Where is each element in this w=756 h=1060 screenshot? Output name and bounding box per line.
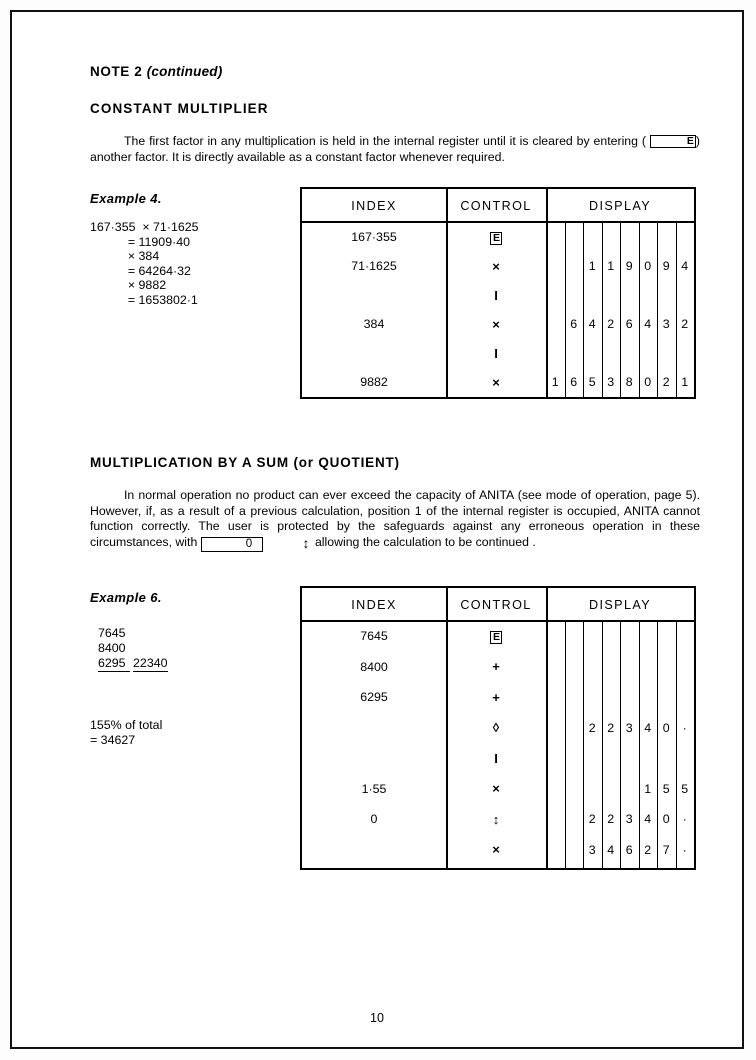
e-key-symbol-inline: E [650,135,696,148]
table-cell-index: 71·1625 [351,259,397,273]
display-digit: 6 [570,375,578,389]
display-digit: 2 [588,720,596,735]
display-digit-divider [583,622,584,870]
display-digit: 6 [570,317,578,331]
example-6-percent [90,718,162,748]
display-digit: 8 [625,375,633,389]
example-4-label: Example 4. [90,191,162,206]
section1-paragraph-part1: The first factor in any multiplication is held in the internal register until it is cleared by entering ( [124,134,646,148]
display-digit: 9 [625,259,633,273]
header-index: INDEX [351,199,397,213]
calc-line: = 64264·32 [90,263,191,278]
note-continued-label: (continued) [146,64,223,79]
percent-line-2: = 34627 [90,732,136,747]
display-digit: 2 [662,375,670,389]
display-digit: 6 [625,317,633,331]
sum-total: 22340 [133,655,168,670]
example-4-block [90,191,700,421]
display-digit: 2 [607,317,615,331]
display-digit-divider [639,223,640,399]
calc-line: × 384 [90,249,160,263]
display-digit: 2 [644,842,652,857]
header-control: CONTROL [460,597,532,612]
display-digit: 1 [681,375,689,389]
table-cell-control: I [494,345,498,361]
display-digit-divider [565,223,566,399]
display-digit: 1 [588,259,596,273]
display-digit: 7 [662,842,670,857]
e-key-symbol: E [490,232,502,245]
example-6-table [300,586,696,870]
display-digit: 3 [625,812,633,827]
sum-line: 6295 [98,656,130,672]
table-cell-control: I [494,750,498,766]
zero-key-symbol: 0 [201,537,263,552]
display-digit: · [682,812,687,827]
table-cell-index: 8400 [360,659,388,674]
display-digit: 4 [588,317,596,331]
display-digit: · [682,720,687,735]
calc-line: 167·355 × 71·1625 [90,220,199,234]
page-border [10,10,744,1049]
display-digit: 1 [607,259,615,273]
display-digit: 2 [588,812,596,827]
table-cell-control: × [492,842,500,858]
display-digit: 3 [662,317,670,331]
table-cell-index: 1·55 [361,781,387,796]
display-digit: 6 [625,842,633,857]
display-digit-divider [620,622,621,870]
display-digit: 0 [662,720,670,735]
display-digit: 3 [588,842,596,857]
section2-paragraph-part1: In normal operation no product can ever exceed the capacity of ANITA (see mode of operation, page 5). However, if, as a result of a previous calculation, position 1 of the internal register is occupied, ANITA cannot function correctly. The user is protected by the safeguards against any erroneous operation in these circumstances, with [90,488,700,549]
display-digit: 4 [644,720,652,735]
display-digit-divider [583,223,584,399]
table-cell-control: ◊ [492,720,500,736]
display-digit-divider [657,223,658,399]
display-digit: 5 [588,375,596,389]
table-cell-index: 0 [370,812,378,827]
display-digit: 5 [681,781,689,796]
section-heading-constant-multiplier: CONSTANT MULTIPLIER [90,101,269,116]
note-title: NOTE 2 [90,64,143,79]
table-cell-control: × [492,316,500,332]
display-digit: 0 [662,812,670,827]
display-digit: 9 [662,259,670,273]
table-cell-index: 7645 [360,629,388,644]
display-digit: 0 [644,375,652,389]
section1-paragraph-part2: ) another factor. It is directly available as a constant factor whenever required. [90,134,700,164]
table-cell-index: 6295 [360,690,388,705]
table-cell-control: I [494,287,498,303]
display-digit: 3 [625,720,633,735]
section-heading-multiplication-by-sum: MULTIPLICATION BY A SUM (or QUOTIENT) [90,455,400,470]
example-6-sum [98,626,168,672]
header-display: DISPLAY [588,199,652,213]
table-cell-index: 9882 [360,375,388,389]
section1-paragraph [90,134,700,165]
table-cell-control: × [492,258,500,274]
example-4-table [300,187,696,399]
table-cell-control: × [492,781,500,797]
display-digit-divider [602,622,603,870]
header-display: DISPLAY [588,597,652,612]
table-cell-control: + [492,689,500,705]
section2-paragraph-part2: allowing the calculation to be continued . [314,534,536,549]
page-content [90,64,700,890]
header-index: INDEX [351,597,397,612]
calc-line: = 11909·40 [90,234,190,249]
display-digit: 2 [607,812,615,827]
header-control: CONTROL [460,199,532,213]
sum-line: 8400 [98,640,126,655]
display-digit: 4 [607,842,615,857]
display-digit-divider [676,223,677,399]
percent-line-1: 155% of total [90,717,163,732]
display-digit-divider [565,622,566,870]
table-cell-control: + [492,659,500,675]
display-digit: 4 [644,812,652,827]
display-digit: 4 [644,317,652,331]
display-digit: 1 [644,781,652,796]
example-6-block [90,590,700,890]
column-divider [546,588,548,868]
e-key-symbol: E [490,631,502,644]
page-number: 10 [370,1011,384,1025]
sum-line: 7645 [98,625,126,640]
display-digit-divider [639,622,640,870]
display-digit-divider [657,622,658,870]
section2-paragraph [90,488,700,552]
updown-arrow-icon: ↕ [302,534,310,551]
display-digit: · [682,842,687,857]
display-digit-divider [602,223,603,399]
example-6-label: Example 6. [90,589,162,605]
display-digit: 4 [681,259,689,273]
table-cell-index: 384 [363,317,385,331]
display-digit: 2 [681,317,689,331]
display-digit: 3 [607,375,615,389]
display-digit-divider [676,622,677,870]
display-digit-divider [620,223,621,399]
display-digit: 2 [607,720,615,735]
table-cell-control [446,629,546,644]
table-cell-control: ↕ [492,811,500,827]
table-cell-control: × [492,374,500,390]
display-digit: 1 [551,375,559,389]
note-heading [90,64,700,79]
calc-line: = 1653802·1 [90,292,198,307]
table-cell-control [446,230,546,245]
table-cell-index: 167·355 [351,230,397,244]
display-digit: 5 [662,781,670,796]
calc-line: × 9882 [90,278,167,292]
display-digit: 0 [644,259,652,273]
